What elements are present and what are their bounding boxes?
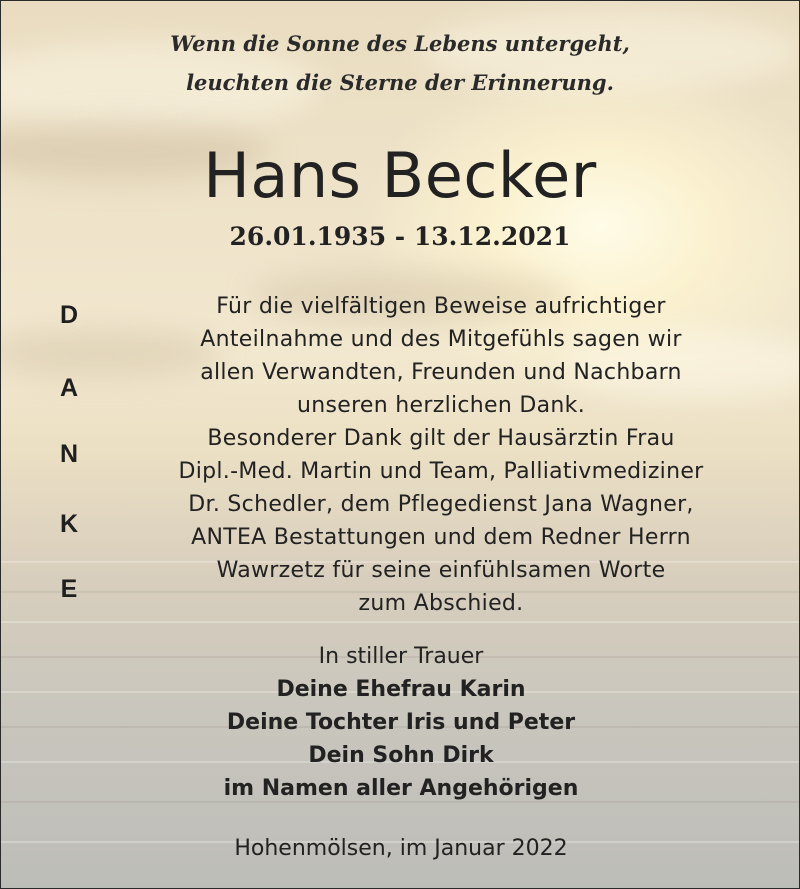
sea-wave: [1, 621, 799, 623]
danke-letter: E: [60, 575, 78, 603]
message-line: Wawrzetz für seine einfühlsamen Worte: [216, 558, 666, 583]
message-line: allen Verwandten, Freunden und Nachbarn: [200, 360, 682, 385]
message-line: Dipl.-Med. Martin und Team, Palliativmediziner: [178, 459, 704, 484]
deceased-name: Hans Becker: [203, 139, 597, 212]
signature-line: Deine Ehefrau Karin: [276, 677, 526, 702]
message-line: Für die vielfältigen Beweise aufrichtiger: [216, 294, 666, 319]
signature-line: Deine Tochter Iris und Peter: [226, 710, 576, 735]
signature-intro: In stiller Trauer: [318, 644, 484, 669]
danke-letter: K: [59, 510, 79, 538]
signature-line: im Namen aller Angehörigen: [223, 776, 579, 801]
message-line: unseren herzlichen Dank.: [296, 393, 586, 418]
message-line: Besonderer Dank gilt der Hausärztin Frau: [207, 426, 675, 451]
place-and-date: Hohenmölsen, im Januar 2022: [234, 836, 568, 861]
message-line: zum Abschied.: [358, 591, 524, 616]
quote-line-2: leuchten die Sterne der Erinnerung.: [186, 70, 614, 95]
message-line: ANTEA Bestattungen und dem Redner Herrn: [191, 525, 691, 550]
message-line: Anteilnahme und des Mitgefühls sagen wir: [200, 327, 682, 352]
danke-letter: D: [59, 301, 79, 329]
message-line: Dr. Schedler, dem Pflegedienst Jana Wagner,: [188, 492, 694, 517]
quote-line-1: Wenn die Sonne des Lebens untergeht,: [170, 31, 630, 56]
sea-wave: [1, 801, 799, 803]
danke-letter: N: [59, 440, 79, 468]
danke-letter: A: [59, 374, 79, 402]
signature-line: Dein Sohn Dirk: [308, 743, 494, 768]
life-dates: 26.01.1935 - 13.12.2021: [229, 222, 571, 251]
